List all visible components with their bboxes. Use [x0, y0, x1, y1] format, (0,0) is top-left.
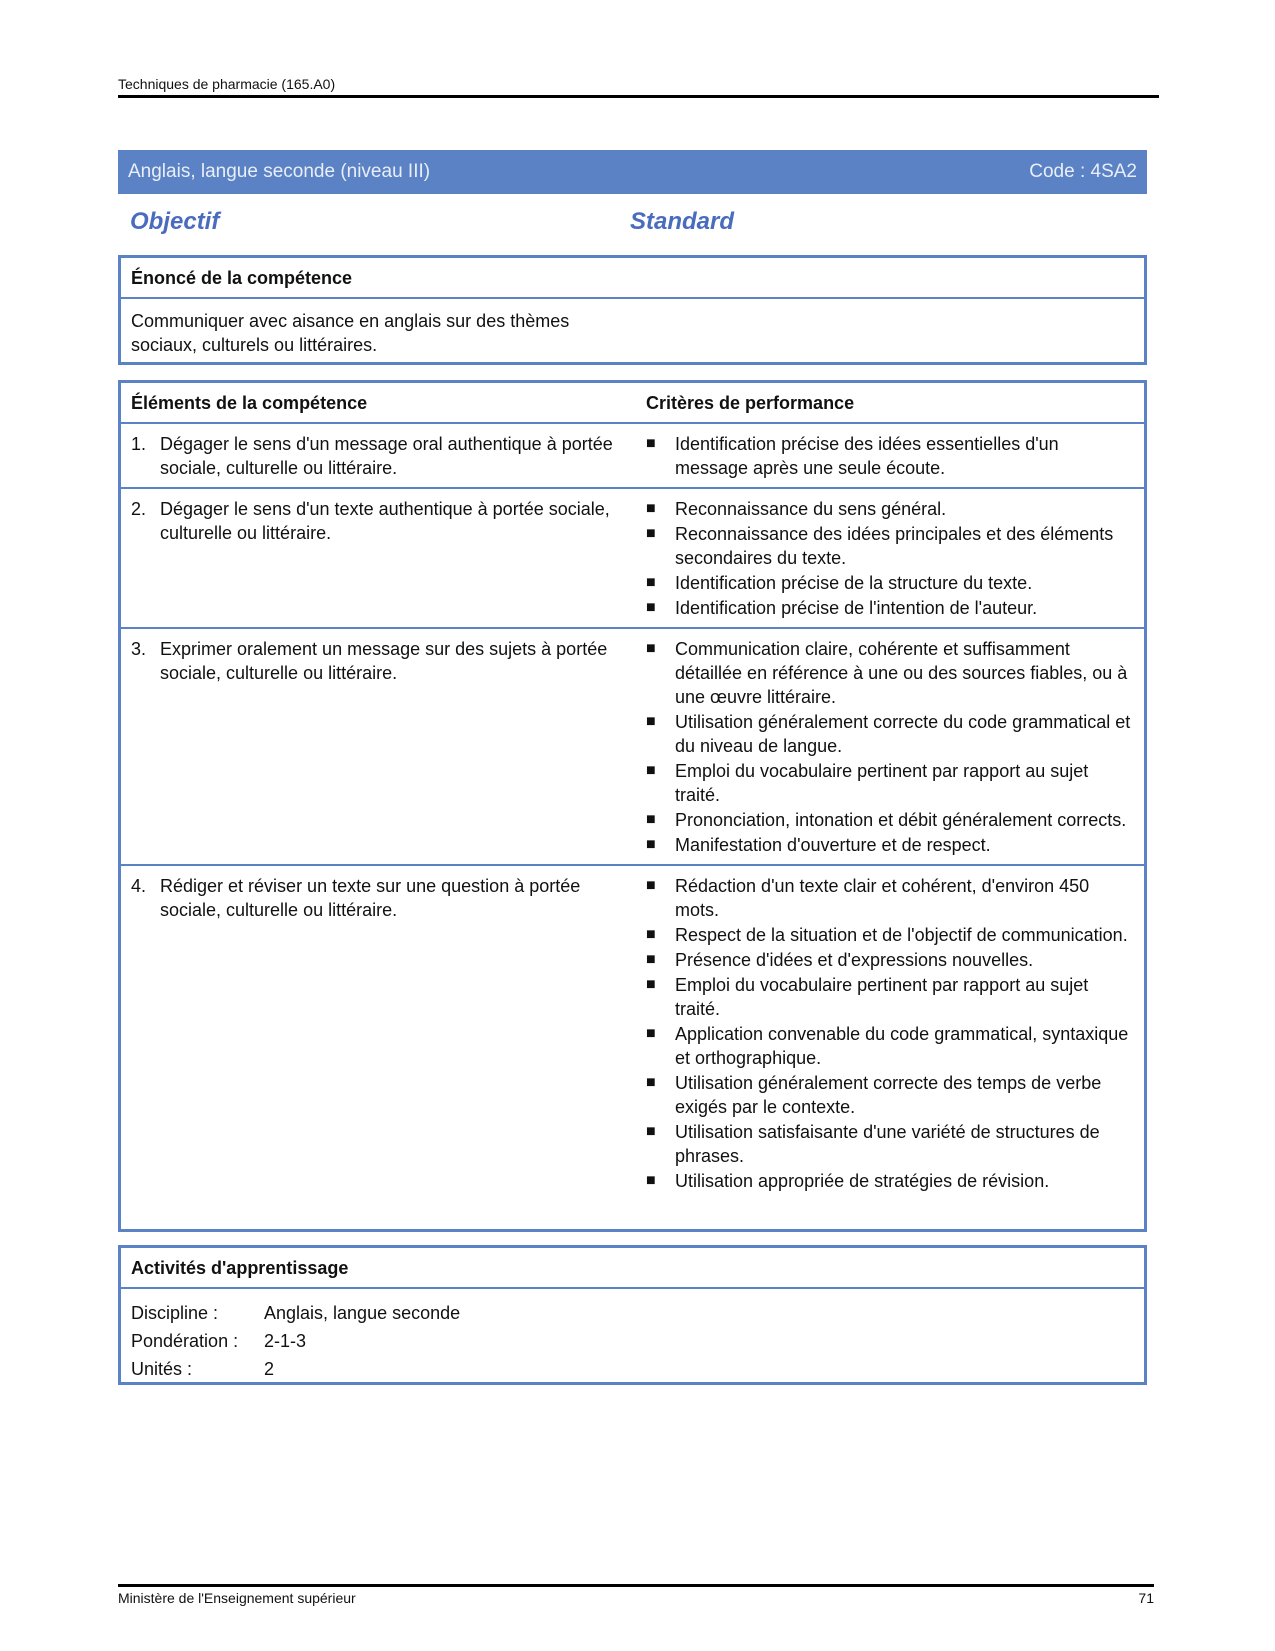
bullet-icon: ■ — [646, 500, 656, 517]
criteria-text: Rédaction d'un texte clair et cohérent, d'environ 450 mots. — [675, 876, 1090, 920]
criteria-item — [646, 637, 1134, 709]
activity-label: Pondération : — [131, 1331, 239, 1351]
page-header — [118, 76, 1159, 98]
activity-value: 2 — [264, 1359, 275, 1379]
course-code: Code : 4SA2 — [1029, 161, 1137, 182]
objective-standard-row — [130, 208, 1130, 238]
activities-box — [118, 1245, 1147, 1385]
criteria-item — [646, 497, 1134, 521]
elements-column-header: Éléments de la compétence — [131, 393, 368, 413]
criteria-item — [646, 596, 1134, 620]
criteria-text: Prononciation, intonation et débit généralement corrects. — [675, 810, 1127, 830]
criteria-item — [646, 522, 1134, 570]
element-number: 4. — [131, 876, 147, 896]
element-number: 3. — [131, 639, 147, 659]
element-text: Dégager le sens d'un message oral authentique à portée sociale, culturelle ou littéraire. — [160, 434, 613, 478]
criteria-cell — [636, 865, 1144, 1200]
activity-value: 2-1-3 — [264, 1331, 307, 1351]
criteria-cell — [636, 423, 1144, 488]
bullet-icon: ■ — [646, 877, 656, 894]
activities-list — [121, 1289, 1144, 1393]
bullet-icon: ■ — [646, 926, 656, 943]
criteria-item — [646, 1071, 1134, 1119]
criteria-text: Utilisation satisfaisante d'une variété de structures de phrases. — [675, 1122, 1100, 1166]
criteria-item — [646, 759, 1134, 807]
bullet-icon: ■ — [646, 525, 656, 542]
criteria-text: Reconnaissance des idées principales et des éléments secondaires du texte. — [675, 524, 1114, 568]
elements-table — [121, 383, 1144, 1200]
criteria-text: Identification précise des idées essentielles d'un message après une seule écoute. — [675, 434, 1059, 478]
bullet-icon: ■ — [646, 836, 656, 853]
criteria-list — [646, 637, 1134, 857]
element-text: Exprimer oralement un message sur des sujets à portée sociale, culturelle ou littéraire. — [160, 639, 608, 683]
criteria-text: Reconnaissance du sens général. — [675, 499, 947, 519]
criteria-item — [646, 710, 1134, 758]
bullet-icon: ■ — [646, 599, 656, 616]
element-cell — [121, 865, 636, 1200]
criteria-list — [646, 874, 1134, 1193]
criteria-text: Identification précise de la structure du texte. — [675, 573, 1033, 593]
enonce-box — [118, 255, 1147, 365]
criteria-text: Manifestation d'ouverture et de respect. — [675, 835, 991, 855]
criteria-text: Identification précise de l'intention de l'auteur. — [675, 598, 1038, 618]
page-footer — [118, 1584, 1154, 1606]
bullet-icon: ■ — [646, 1025, 656, 1042]
bullet-icon: ■ — [646, 976, 656, 993]
enonce-heading: Énoncé de la compétence — [121, 258, 1144, 299]
activity-row — [131, 1327, 1134, 1355]
element-item — [131, 497, 626, 545]
element-row — [121, 865, 1144, 1200]
criteria-item — [646, 833, 1134, 857]
bullet-icon: ■ — [646, 811, 656, 828]
criteria-cell — [636, 628, 1144, 865]
elements-table-header — [121, 383, 1144, 423]
element-cell — [121, 423, 636, 488]
element-cell — [121, 628, 636, 865]
criteria-item — [646, 571, 1134, 595]
course-title: Anglais, langue seconde (niveau III) — [128, 161, 431, 182]
criteria-item — [646, 1120, 1134, 1168]
criteria-text: Communication claire, cohérente et suffisamment détaillée en référence à une ou des sources fiables, ou à une œuvre littéraire. — [675, 639, 1128, 707]
enonce-text: Communiquer avec aisance en anglais sur des thèmes sociaux, culturels ou littéraires. — [131, 311, 570, 355]
course-title-bar — [118, 150, 1147, 194]
criteria-item — [646, 1169, 1134, 1193]
criteria-item — [646, 973, 1134, 1021]
criteria-item — [646, 948, 1134, 972]
criteria-text: Application convenable du code grammatical, syntaxique et orthographique. — [675, 1024, 1129, 1068]
criteria-text: Présence d'idées et d'expressions nouvelles. — [675, 950, 1034, 970]
element-row — [121, 423, 1144, 488]
standard-label: Standard — [630, 208, 735, 235]
objective-label: Objectif — [130, 208, 220, 235]
criteria-item — [646, 432, 1134, 480]
criteria-text: Utilisation appropriée de stratégies de révision. — [675, 1171, 1050, 1191]
criteria-item — [646, 1022, 1134, 1070]
bullet-icon: ■ — [646, 762, 656, 779]
bullet-icon: ■ — [646, 1123, 656, 1140]
ministry-name: Ministère de l'Enseignement supérieur — [118, 1590, 356, 1606]
criteria-item — [646, 808, 1134, 832]
element-item — [131, 432, 626, 480]
element-number: 1. — [131, 434, 147, 454]
criteria-item — [646, 923, 1134, 947]
activity-value: Anglais, langue seconde — [264, 1303, 461, 1323]
criteria-column-header: Critères de performance — [646, 393, 855, 413]
element-text: Dégager le sens d'un texte authentique à portée sociale, culturelle ou littéraire. — [160, 499, 610, 543]
activity-row — [131, 1355, 1134, 1383]
criteria-item — [646, 874, 1134, 922]
element-item — [131, 637, 626, 685]
page-number: 71 — [1138, 1590, 1154, 1606]
element-row — [121, 488, 1144, 628]
bullet-icon: ■ — [646, 951, 656, 968]
criteria-text: Emploi du vocabulaire pertinent par rapport au sujet traité. — [675, 975, 1089, 1019]
activities-heading: Activités d'apprentissage — [121, 1248, 1144, 1289]
element-rows — [121, 423, 1144, 1200]
criteria-text: Utilisation généralement correcte des temps de verbe exigés par le contexte. — [675, 1073, 1102, 1117]
bullet-icon: ■ — [646, 1074, 656, 1091]
bullet-icon: ■ — [646, 574, 656, 591]
criteria-text: Respect de la situation et de l'objectif de communication. — [675, 925, 1128, 945]
activity-row — [131, 1299, 1134, 1327]
criteria-list — [646, 497, 1134, 620]
bullet-icon: ■ — [646, 435, 656, 452]
bullet-icon: ■ — [646, 1172, 656, 1189]
activity-label: Unités : — [131, 1359, 193, 1379]
element-text: Rédiger et réviser un texte sur une question à portée sociale, culturelle ou littéraire. — [160, 876, 581, 920]
program-name: Techniques de pharmacie (165.A0) — [118, 76, 336, 92]
elements-box — [118, 380, 1147, 1232]
bullet-icon: ■ — [646, 640, 656, 657]
bullet-icon: ■ — [646, 713, 656, 730]
criteria-list — [646, 432, 1134, 480]
activity-label: Discipline : — [131, 1303, 219, 1323]
element-number: 2. — [131, 499, 147, 519]
element-row — [121, 628, 1144, 865]
element-item — [131, 874, 626, 922]
criteria-text: Emploi du vocabulaire pertinent par rapport au sujet traité. — [675, 761, 1089, 805]
criteria-cell — [636, 488, 1144, 628]
criteria-text: Utilisation généralement correcte du code grammatical et du niveau de langue. — [675, 712, 1131, 756]
element-cell — [121, 488, 636, 628]
